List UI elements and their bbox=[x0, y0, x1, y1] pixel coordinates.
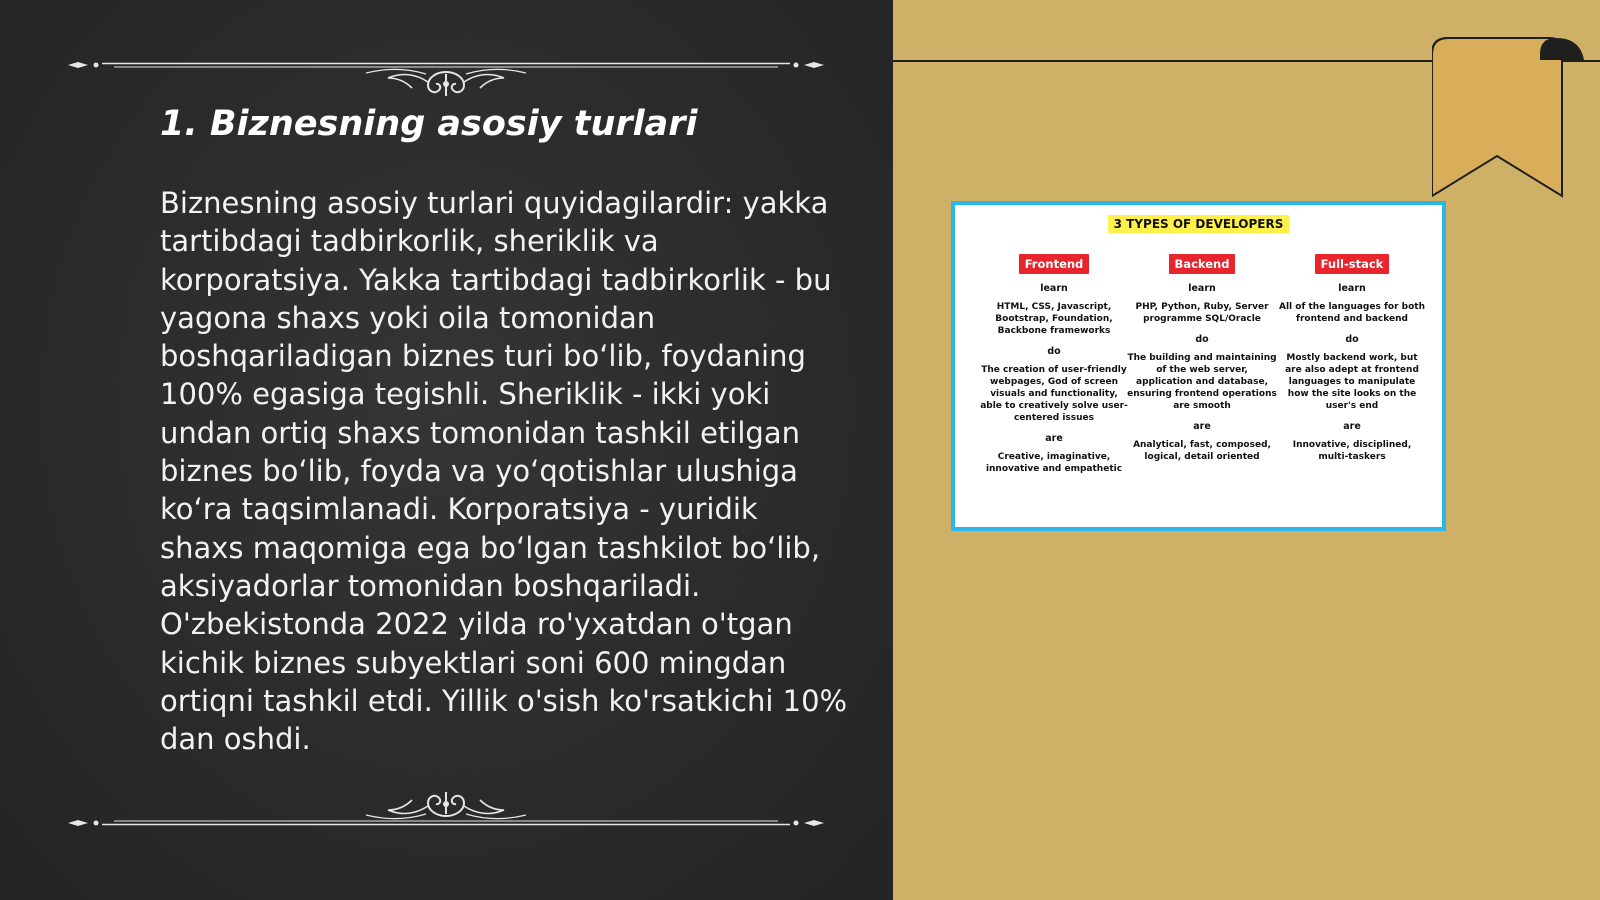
learn-label: learn bbox=[1040, 283, 1068, 294]
developer-column-backend bbox=[1127, 253, 1277, 463]
column-badge: Backend bbox=[1169, 254, 1236, 274]
column-badge: Frontend bbox=[1019, 254, 1090, 274]
are-label: are bbox=[1193, 421, 1211, 432]
learn-text: All of the languages for both frontend and backend bbox=[1279, 302, 1425, 324]
column-badge: Full-stack bbox=[1315, 254, 1390, 274]
learn-label: learn bbox=[1188, 283, 1216, 294]
learn-text: PHP, Python, Ruby, Server programme SQL/Oracle bbox=[1135, 302, 1269, 324]
learn-label: learn bbox=[1338, 283, 1366, 294]
are-label: are bbox=[1343, 421, 1361, 432]
developer-types-infographic bbox=[951, 201, 1446, 531]
do-text: The building and maintaining of the web server, application and database, ensuring frontend operations are smooth bbox=[1127, 353, 1277, 411]
bookmark-ribbon-icon bbox=[1432, 36, 1592, 201]
do-label: do bbox=[1345, 334, 1359, 345]
do-text: Mostly backend work, but are also adept at frontend languages to manipulate how the site looks on the user's end bbox=[1285, 353, 1419, 411]
are-text: Innovative, disciplined, multi-taskers bbox=[1292, 440, 1412, 462]
learn-text: HTML, CSS, Javascript, Bootstrap, Foundation, Backbone frameworks bbox=[995, 302, 1113, 336]
slide-title: 1. Biznesning asosiy turlari bbox=[160, 104, 698, 144]
are-text: Creative, imaginative, innovative and empathetic bbox=[985, 452, 1123, 474]
are-label: are bbox=[1045, 433, 1063, 444]
scroll-ornament-top-icon bbox=[66, 38, 826, 98]
do-label: do bbox=[1047, 346, 1061, 357]
do-text: The creation of user-friendly webpages, God of screen visuals and functionality, able to creatively solve user-centered issues bbox=[980, 365, 1128, 423]
slide-body-text: Biznesning asosiy turlari quyidagilardir: yakka tartibdagi tadbirkorlik, sheriklik va korporatsiya. Yakka tartibdagi tadbirkorlik - bu yagona shaxs yoki oila tomonidan boshqariladigan biznes turi bo‘lib, foydaning 100% egasiga tegishli. Sheriklik - ikki yoki undan ortiq shaxs tomonidan tashkil etilgan biznes bo‘lib, foyda va yo‘qotishlar ulushiga ko‘ra taqsimlanadi. Korporatsiya - yuridik shaxs maqomiga ega bo‘lgan tashkilot bo‘lib, aksiyadorlar tomonidan boshqariladi. O'zbekistonda 2022 yilda ro'yxatdan o'tgan kichik biznes subyektlari soni 600 mingdan ortiqni tashkil etdi. Yillik o'sish ko'rsatkichi 10% dan oshdi. bbox=[160, 186, 848, 757]
do-label: do bbox=[1195, 334, 1209, 345]
developer-column-fullstack bbox=[1277, 253, 1427, 463]
developer-column-frontend bbox=[979, 253, 1129, 475]
scroll-ornament-bottom-icon bbox=[66, 772, 826, 832]
are-text: Analytical, fast, composed, logical, detail oriented bbox=[1133, 440, 1271, 462]
infographic-title: 3 TYPES OF DEVELOPERS bbox=[1108, 215, 1290, 233]
